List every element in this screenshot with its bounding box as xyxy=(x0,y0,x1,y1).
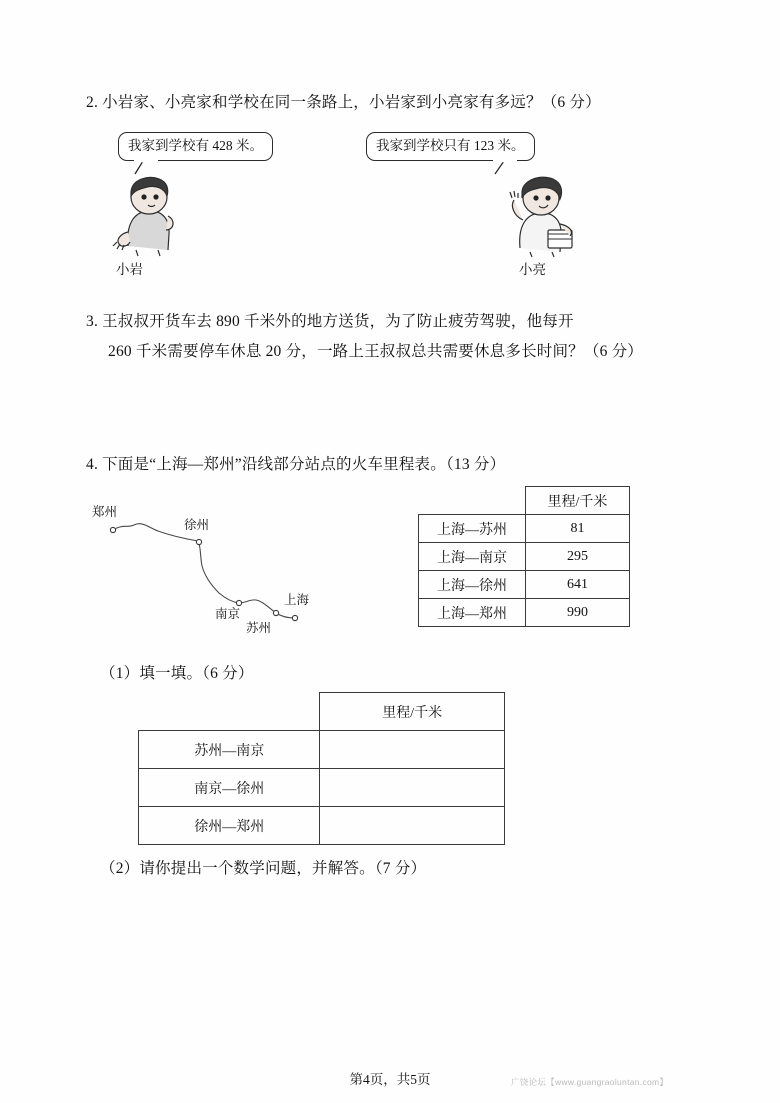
speech-bubble-xiaoyan xyxy=(118,132,273,161)
mileage-route-2: 上海—徐州 xyxy=(419,571,526,599)
mileage-route-3: 上海—郑州 xyxy=(419,599,526,627)
table-row xyxy=(419,543,630,571)
page-indicator: 第4页，共5页 xyxy=(349,1072,431,1087)
figure-label-xiaoyan: 小岩 xyxy=(116,262,143,277)
watermark: 广饶论坛【www.guangraoluntan.com】 xyxy=(511,1077,669,1087)
table-row xyxy=(139,769,505,807)
fill-answer-cell-2[interactable] xyxy=(320,807,505,845)
speech-bubble-xiaoliang-text: 我家到学校只有 123 米。 xyxy=(376,138,525,153)
mileage-value-1: 295 xyxy=(525,543,629,571)
speech-bubble-xiaoliang xyxy=(366,132,535,161)
mileage-route-1: 上海—南京 xyxy=(419,543,526,571)
table-header-row xyxy=(139,693,505,731)
map-label-shanghai: 上海 xyxy=(284,593,310,607)
table-header-row xyxy=(419,487,630,515)
fill-answer-cell-1[interactable] xyxy=(320,769,505,807)
mileage-table xyxy=(418,486,630,627)
table-row xyxy=(419,599,630,627)
map-label-nanjing: 南京 xyxy=(215,607,241,621)
question-4-stem: 4. 下面是“上海—郑州”沿线部分站点的火车里程表。（13 分） xyxy=(86,456,506,473)
figure-label-xiaoliang: 小亮 xyxy=(519,262,546,277)
fill-route-2: 徐州—郑州 xyxy=(139,807,320,845)
mileage-header-blank xyxy=(419,487,526,515)
map-label-xuzhou: 徐州 xyxy=(184,518,210,532)
speech-bubble-xiaoyan-text: 我家到学校有 428 米。 xyxy=(128,138,263,153)
question-4-sub-2: （2）请你提出一个数学问题，并解答。（7 分） xyxy=(100,860,427,877)
mileage-route-0: 上海—苏州 xyxy=(419,515,526,543)
table-row xyxy=(139,731,505,769)
route-line-icon xyxy=(86,494,336,640)
map-label-suzhou: 苏州 xyxy=(246,621,272,635)
illustration-xiaoyan xyxy=(106,172,196,258)
question-2-stem: 2. 小岩家、小亮家和学校在同一条路上，小岩家到小亮家有多远？（6 分） xyxy=(86,94,601,111)
mileage-value-2: 641 xyxy=(525,571,629,599)
fill-answer-cell-0[interactable] xyxy=(320,731,505,769)
table-row xyxy=(419,515,630,543)
table-row xyxy=(419,571,630,599)
fill-header-blank xyxy=(139,693,320,731)
mileage-header-value: 里程/千米 xyxy=(525,487,629,515)
fill-route-1: 南京—徐州 xyxy=(139,769,320,807)
railway-route-map xyxy=(86,494,336,640)
fill-in-mileage-table xyxy=(138,692,505,845)
mileage-value-0: 81 xyxy=(525,515,629,543)
fill-header-value: 里程/千米 xyxy=(320,693,505,731)
illustration-xiaoliang xyxy=(496,172,586,258)
table-row xyxy=(139,807,505,845)
question-3-line-1: 3. 王叔叔开货车去 890 千米外的地方送货，为了防止疲劳驾驶，他每开 xyxy=(86,313,574,330)
fill-route-0: 苏州—南京 xyxy=(139,731,320,769)
question-3-line-2: 260 千米需要停车休息 20 分，一路上王叔叔总共需要休息多长时间？（6 分） xyxy=(108,343,644,360)
question-4-sub-1: （1）填一填。（6 分） xyxy=(100,665,254,682)
mileage-value-3: 990 xyxy=(525,599,629,627)
map-label-zhengzhou: 郑州 xyxy=(92,505,118,519)
